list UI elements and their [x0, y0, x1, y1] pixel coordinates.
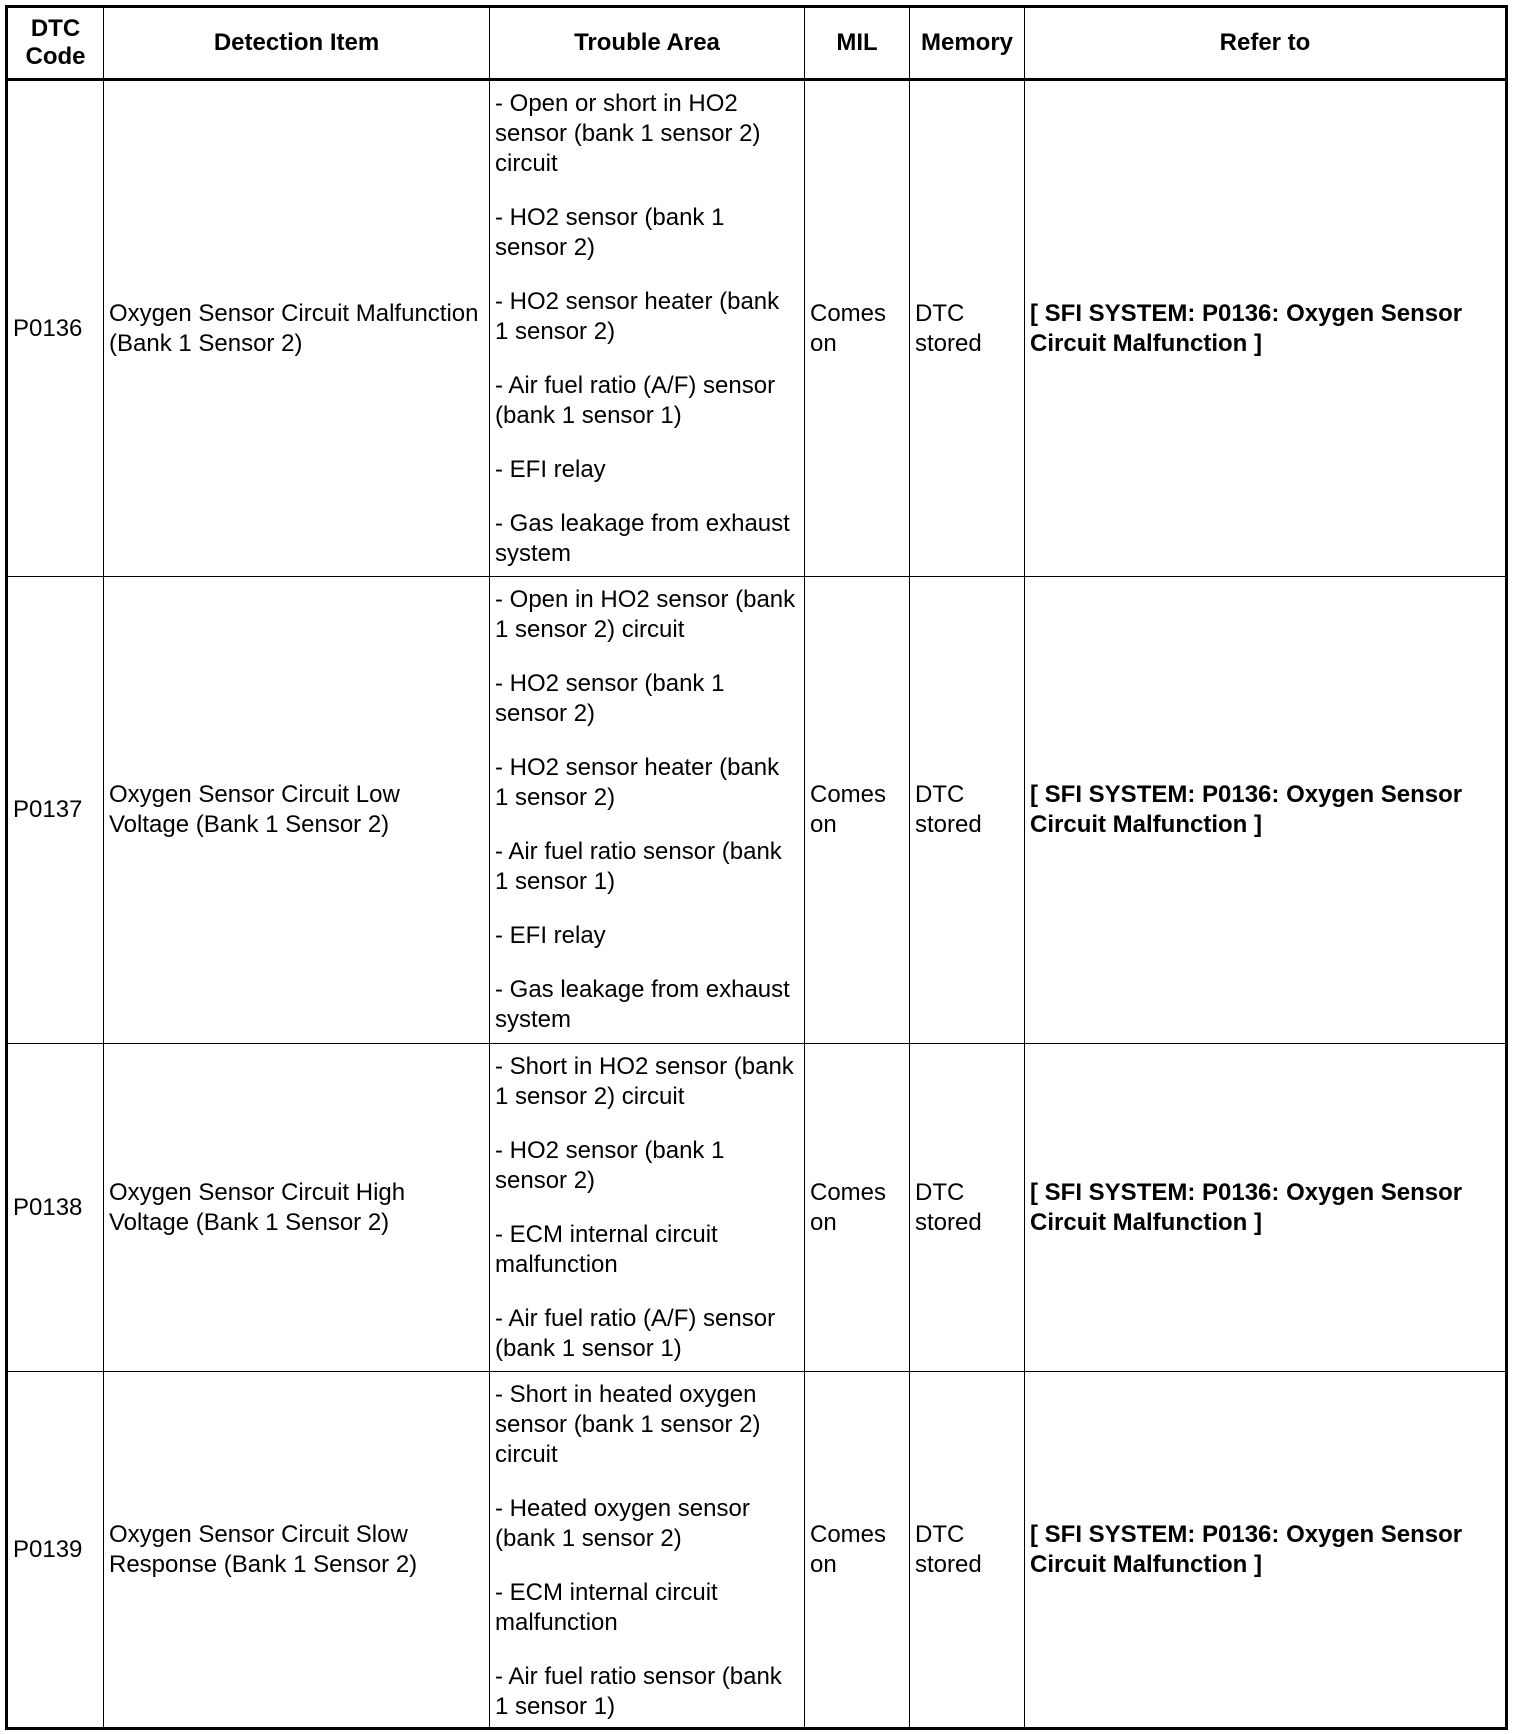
refer-to-link[interactable]: [ SFI SYSTEM: P0136: Oxygen Sensor Circuit Malfunction ] — [1025, 1372, 1507, 1729]
detection-item-cell: Oxygen Sensor Circuit Malfunction (Bank 1 Sensor 2) — [104, 80, 490, 577]
trouble-item: - Air fuel ratio (A/F) sensor (bank 1 sensor 1) — [495, 1305, 776, 1362]
trouble-item: - ECM internal circuit malfunction — [495, 1221, 718, 1278]
mil-cell: Comes on — [805, 1372, 910, 1729]
header-row — [7, 7, 1507, 80]
refer-to-link[interactable]: [ SFI SYSTEM: P0136: Oxygen Sensor Circuit Malfunction ] — [1025, 577, 1507, 1044]
trouble-area-cell — [490, 1044, 805, 1372]
header-memory: Memory — [910, 7, 1025, 80]
header-mil: MIL — [805, 7, 910, 80]
trouble-item: - Gas leakage from exhaust system — [495, 510, 790, 567]
trouble-area-cell — [490, 1372, 805, 1729]
header-trouble-area: Trouble Area — [490, 7, 805, 80]
dtc-table — [5, 5, 1508, 1730]
table-row — [7, 1044, 1507, 1372]
trouble-area-cell — [490, 80, 805, 577]
table-row — [7, 1372, 1507, 1729]
detection-item-cell: Oxygen Sensor Circuit Low Voltage (Bank 1 Sensor 2) — [104, 577, 490, 1044]
trouble-area-cell — [490, 577, 805, 1044]
trouble-item: - Short in heated oxygen sensor (bank 1 sensor 2) circuit — [495, 1381, 761, 1468]
dtc-code-cell: P0137 — [7, 577, 104, 1044]
dtc-code-cell: P0136 — [7, 80, 104, 577]
table-row — [7, 80, 1507, 577]
trouble-item: - Air fuel ratio (A/F) sensor (bank 1 sensor 1) — [495, 372, 776, 429]
memory-cell: DTC stored — [910, 577, 1025, 1044]
mil-cell: Comes on — [805, 577, 910, 1044]
trouble-item: - HO2 sensor (bank 1 sensor 2) — [495, 1137, 725, 1194]
trouble-item: - EFI relay — [495, 456, 606, 483]
trouble-item: - HO2 sensor heater (bank 1 sensor 2) — [495, 754, 780, 811]
detection-item-cell: Oxygen Sensor Circuit Slow Response (Bank 1 Sensor 2) — [104, 1372, 490, 1729]
trouble-item: - ECM internal circuit malfunction — [495, 1579, 718, 1636]
dtc-code-cell: P0138 — [7, 1044, 104, 1372]
memory-cell: DTC stored — [910, 80, 1025, 577]
trouble-item: - EFI relay — [495, 922, 606, 949]
header-detection-item: Detection Item — [104, 7, 490, 80]
trouble-item: - Gas leakage from exhaust system — [495, 976, 790, 1033]
trouble-item: - Open or short in HO2 sensor (bank 1 sensor 2) circuit — [495, 90, 761, 177]
header-dtc-code: DTC Code — [7, 7, 104, 80]
trouble-item: - Heated oxygen sensor (bank 1 sensor 2) — [495, 1495, 750, 1552]
memory-cell: DTC stored — [910, 1044, 1025, 1372]
header-refer-to: Refer to — [1025, 7, 1507, 80]
trouble-item: - Air fuel ratio sensor (bank 1 sensor 1) — [495, 838, 782, 895]
table-row — [7, 577, 1507, 1044]
dtc-code-cell: P0139 — [7, 1372, 104, 1729]
trouble-item: - HO2 sensor (bank 1 sensor 2) — [495, 670, 725, 727]
trouble-item: - Open in HO2 sensor (bank 1 sensor 2) circuit — [495, 586, 796, 643]
memory-cell: DTC stored — [910, 1372, 1025, 1729]
trouble-item: - HO2 sensor heater (bank 1 sensor 2) — [495, 288, 780, 345]
mil-cell: Comes on — [805, 1044, 910, 1372]
trouble-item: - Air fuel ratio sensor (bank 1 sensor 1) — [495, 1663, 782, 1720]
refer-to-link[interactable]: [ SFI SYSTEM: P0136: Oxygen Sensor Circuit Malfunction ] — [1025, 80, 1507, 577]
mil-cell: Comes on — [805, 80, 910, 577]
detection-item-cell: Oxygen Sensor Circuit High Voltage (Bank 1 Sensor 2) — [104, 1044, 490, 1372]
refer-to-link[interactable]: [ SFI SYSTEM: P0136: Oxygen Sensor Circuit Malfunction ] — [1025, 1044, 1507, 1372]
trouble-item: - Short in HO2 sensor (bank 1 sensor 2) circuit — [495, 1053, 794, 1110]
trouble-item: - HO2 sensor (bank 1 sensor 2) — [495, 204, 725, 261]
